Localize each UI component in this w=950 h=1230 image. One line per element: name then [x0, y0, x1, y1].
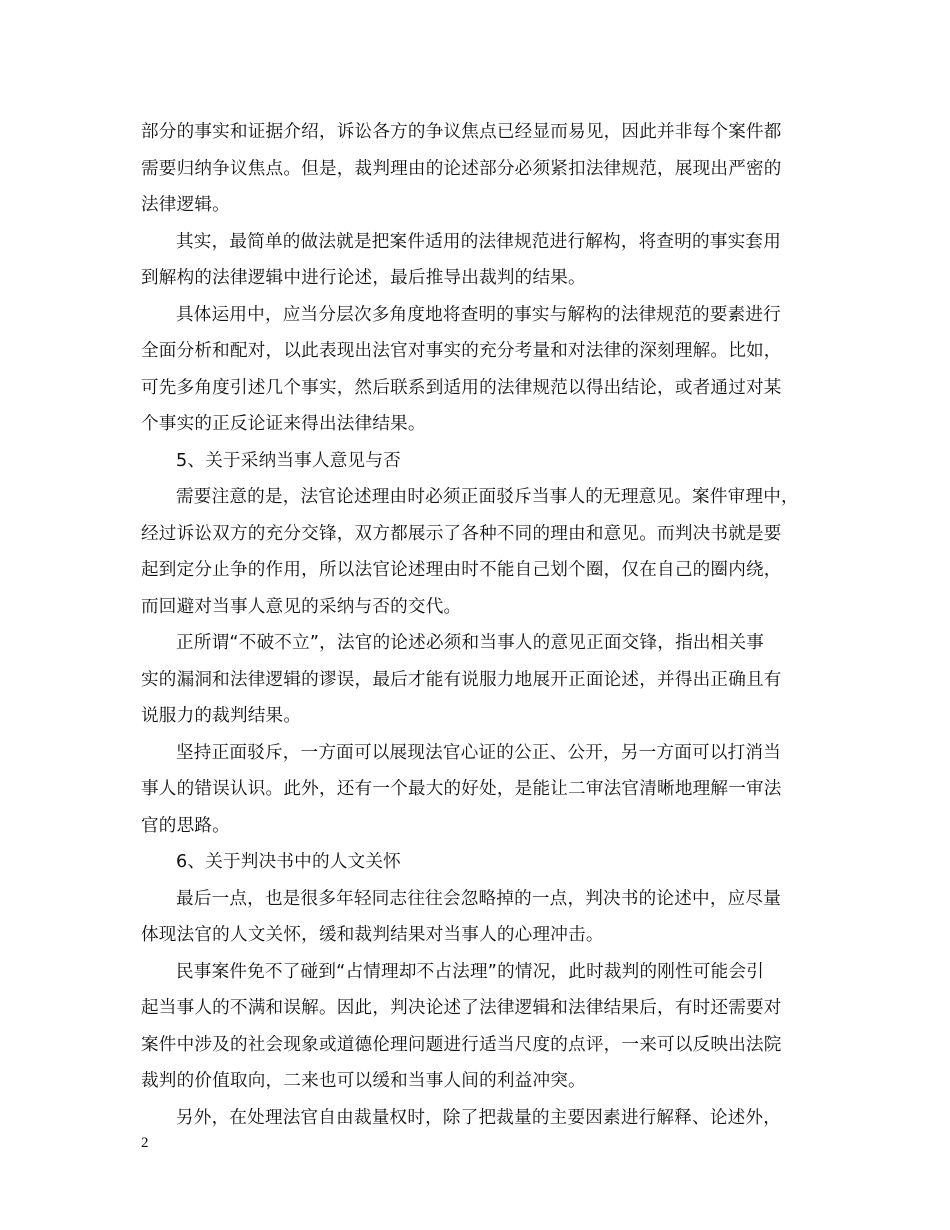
text-line: 经过诉讼双方的充分交锋，双方都展示了各种不同的理由和意见。而判决书就是要	[141, 523, 782, 544]
text-line: 全面分析和配对，以此表现出法官对事实的充分考量和对法律的深刻理解。比如，	[141, 341, 782, 361]
text-line: 坚持正面驳斥，一方面可以展现法官心证的公正、公开，另一方面可以打消当	[176, 742, 781, 763]
text-line: 而回避对当事人意见的采纳与否的交代。	[141, 596, 462, 617]
text-line: 裁判的价值取向，二来也可以缓和当事人间的利益冲突。	[141, 1071, 586, 1091]
text-line: 个事实的正反论证来得出法律结果。	[141, 414, 426, 434]
section-heading: 6、关于判决书中的人文关怀	[176, 852, 401, 872]
text-line: 需要注意的是，法官论述理由时必须正面驳斥当事人的无理意见。案件审理中，	[176, 487, 799, 507]
text-line: 具体运用中，应当分层次多角度地将查明的事实与解构的法律规范的要素进行	[176, 304, 781, 325]
page-number: 2	[141, 1135, 149, 1151]
text-line: 法律逻辑。	[141, 195, 230, 215]
text-line: 事人的错误认识。此外，还有一个最大的好处，是能让二审法官清晰地理解一审法	[141, 779, 782, 799]
text-line: 案件中涉及的社会现象或道德伦理问题进行适当尺度的点评，一来可以反映出法院	[141, 1034, 782, 1055]
text-line: 起当事人的不满和误解。因此，判决论述了法律逻辑和法律结果后，有时还需要对	[141, 998, 782, 1018]
text-line: 说服力的裁判结果。	[141, 706, 302, 726]
text-line: 最后一点，也是很多年轻同志往往会忽略掉的一点，判决书的论述中，应尽量	[176, 888, 781, 909]
text-line: 到解构的法律逻辑中进行论述，最后推导出裁判的结果。	[141, 268, 586, 288]
text-line: 民事案件免不了碰到“占情理却不占法理”的情况，此时裁判的刚性可能会引	[176, 961, 765, 982]
text-line: 体现法官的人文关怀，缓和裁判结果对当事人的心理冲击。	[141, 925, 604, 945]
text-line: 官的思路。	[141, 815, 230, 836]
section-heading: 5、关于采纳当事人意见与否	[176, 450, 401, 471]
text-line: 正所谓“不破不立”，法官的论述必须和当事人的意见正面交锋，指出相关事	[176, 633, 765, 653]
text-line: 实的漏洞和法律逻辑的谬误，最后才能有说服力地展开正面论述，并得出正确且有	[141, 669, 782, 690]
text-line: 可先多角度引述几个事实，然后联系到适用的法律规范以得出结论，或者通过对某	[141, 377, 782, 398]
text-line: 部分的事实和证据介绍，诉讼各方的争议焦点已经显而易见，因此并非每个案件都	[141, 122, 782, 142]
text-line: 其实，最简单的做法就是把案件适用的法律规范进行解构，将查明的事实套用	[176, 231, 781, 252]
text-line: 需要归纳争议焦点。但是，裁判理由的论述部分必须紧扣法律规范，展现出严密的	[141, 158, 782, 179]
text-line: 起到定分止争的作用，所以法官论述理由时不能自己划个圈，仅在自己的圈内绕，	[141, 560, 782, 580]
document-body	[141, 114, 821, 1136]
text-line: 另外，在处理法官自由裁量权时，除了把裁量的主要因素进行解释、论述外，	[176, 1107, 781, 1128]
